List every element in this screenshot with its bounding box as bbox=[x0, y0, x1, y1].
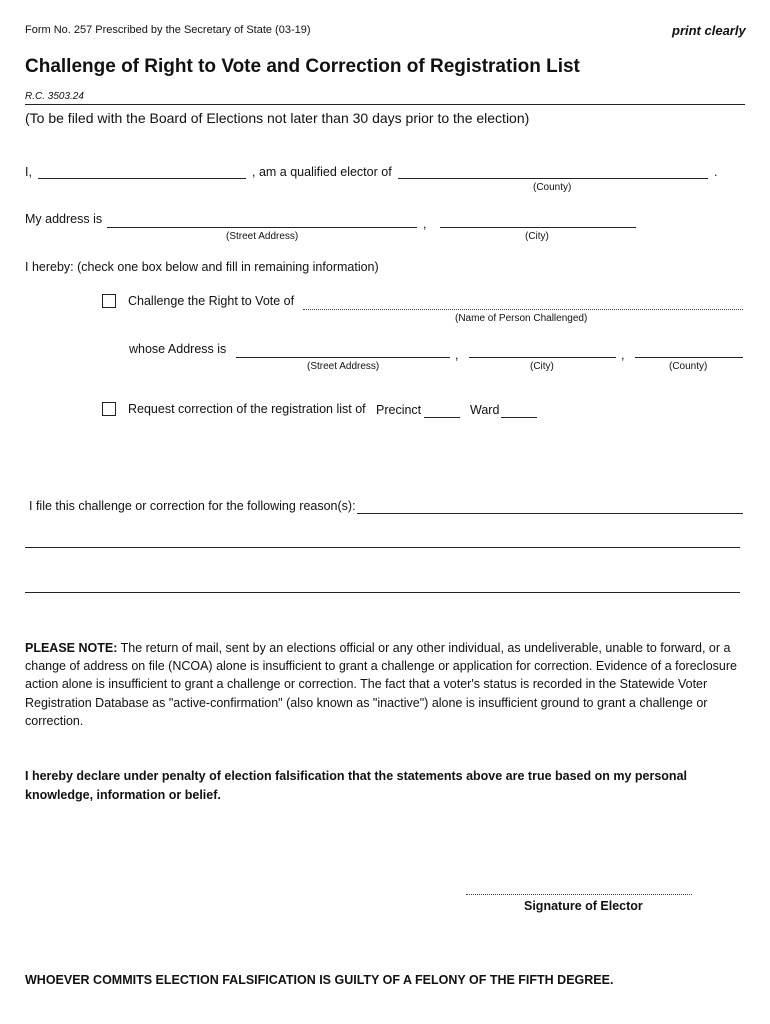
filing-instruction: (To be filed with the Board of Elections not later than 30 days prior to the election) bbox=[25, 110, 530, 126]
page-title: Challenge of Right to Vote and Correction of Registration List bbox=[25, 56, 580, 77]
challenged-comma-1: , bbox=[455, 348, 459, 362]
challenged-county-field[interactable] bbox=[635, 357, 743, 358]
please-note-text: The return of mail, sent by an elections official or any other individual, as undeliverable, unable to forward, or a change of address on file (NCOA) alone is insufficient to grant a challenge or application for correction. Evidence of a foreclosure action alone is insufficient to grant a challenge or correction. The fact that a voter's status is recorded in the Statewide Voter Registration Database as "active-confirmation" (also known as "inactive") alone is insufficient ground to grant a challenge or correction. bbox=[25, 641, 737, 728]
challenged-person-field[interactable] bbox=[303, 309, 743, 310]
reasons-label: I file this challenge or correction for the following reason(s): bbox=[29, 499, 356, 513]
city-caption: (City) bbox=[525, 231, 549, 242]
challenged-comma-2: , bbox=[621, 348, 625, 362]
reason-line-1[interactable] bbox=[357, 513, 743, 514]
elector-name-field[interactable] bbox=[38, 178, 246, 179]
challenged-city-caption: (City) bbox=[530, 361, 554, 372]
signature-field[interactable] bbox=[466, 894, 692, 895]
challenged-name-caption: (Name of Person Challenged) bbox=[455, 313, 588, 324]
street-caption: (Street Address) bbox=[226, 231, 299, 242]
statute-reference: R.C. 3503.24 bbox=[25, 91, 84, 102]
address-label: My address is bbox=[25, 212, 103, 226]
print-clearly-note: print clearly bbox=[672, 23, 746, 38]
elector-county-field[interactable] bbox=[398, 178, 708, 179]
please-note-heading: PLEASE NOTE: bbox=[25, 641, 118, 655]
reason-line-3[interactable] bbox=[25, 592, 740, 593]
county-caption: (County) bbox=[533, 182, 572, 193]
challenged-street-field[interactable] bbox=[236, 357, 450, 358]
form-number: Form No. 257 Prescribed by the Secretary of State (03-19) bbox=[25, 24, 311, 36]
please-note bbox=[25, 639, 743, 730]
challenge-checkbox[interactable] bbox=[102, 294, 116, 308]
title-divider bbox=[25, 104, 745, 105]
correction-checkbox[interactable] bbox=[102, 402, 116, 416]
elector-period: . bbox=[714, 165, 718, 179]
challenge-label: Challenge the Right to Vote of bbox=[128, 294, 295, 308]
correction-label: Request correction of the registration list of bbox=[128, 402, 366, 416]
address-comma: , bbox=[423, 217, 427, 231]
reason-line-2[interactable] bbox=[25, 547, 740, 548]
hereby-instruction: I hereby: (check one box below and fill in remaining information) bbox=[25, 260, 379, 274]
challenged-county-caption: (County) bbox=[669, 361, 708, 372]
ward-field[interactable] bbox=[501, 417, 537, 418]
signature-label: Signature of Elector bbox=[524, 899, 643, 913]
qualified-elector-text: , am a qualified elector of bbox=[252, 165, 392, 179]
declaration-statement: I hereby declare under penalty of election falsification that the statements above are true based on my personal knowledge, information or belief. bbox=[25, 769, 687, 802]
felony-warning: WHOEVER COMMITS ELECTION FALSIFICATION IS GUILTY OF A FELONY OF THE FIFTH DEGREE. bbox=[25, 973, 614, 987]
challenged-street-caption: (Street Address) bbox=[307, 361, 380, 372]
street-address-field[interactable] bbox=[107, 227, 417, 228]
ward-label: Ward bbox=[470, 403, 500, 417]
precinct-label: Precinct bbox=[376, 403, 422, 417]
challenged-city-field[interactable] bbox=[469, 357, 616, 358]
whose-address-label: whose Address is bbox=[129, 342, 227, 356]
city-field[interactable] bbox=[440, 227, 636, 228]
precinct-field[interactable] bbox=[424, 417, 460, 418]
elector-prefix: I, bbox=[25, 165, 32, 179]
